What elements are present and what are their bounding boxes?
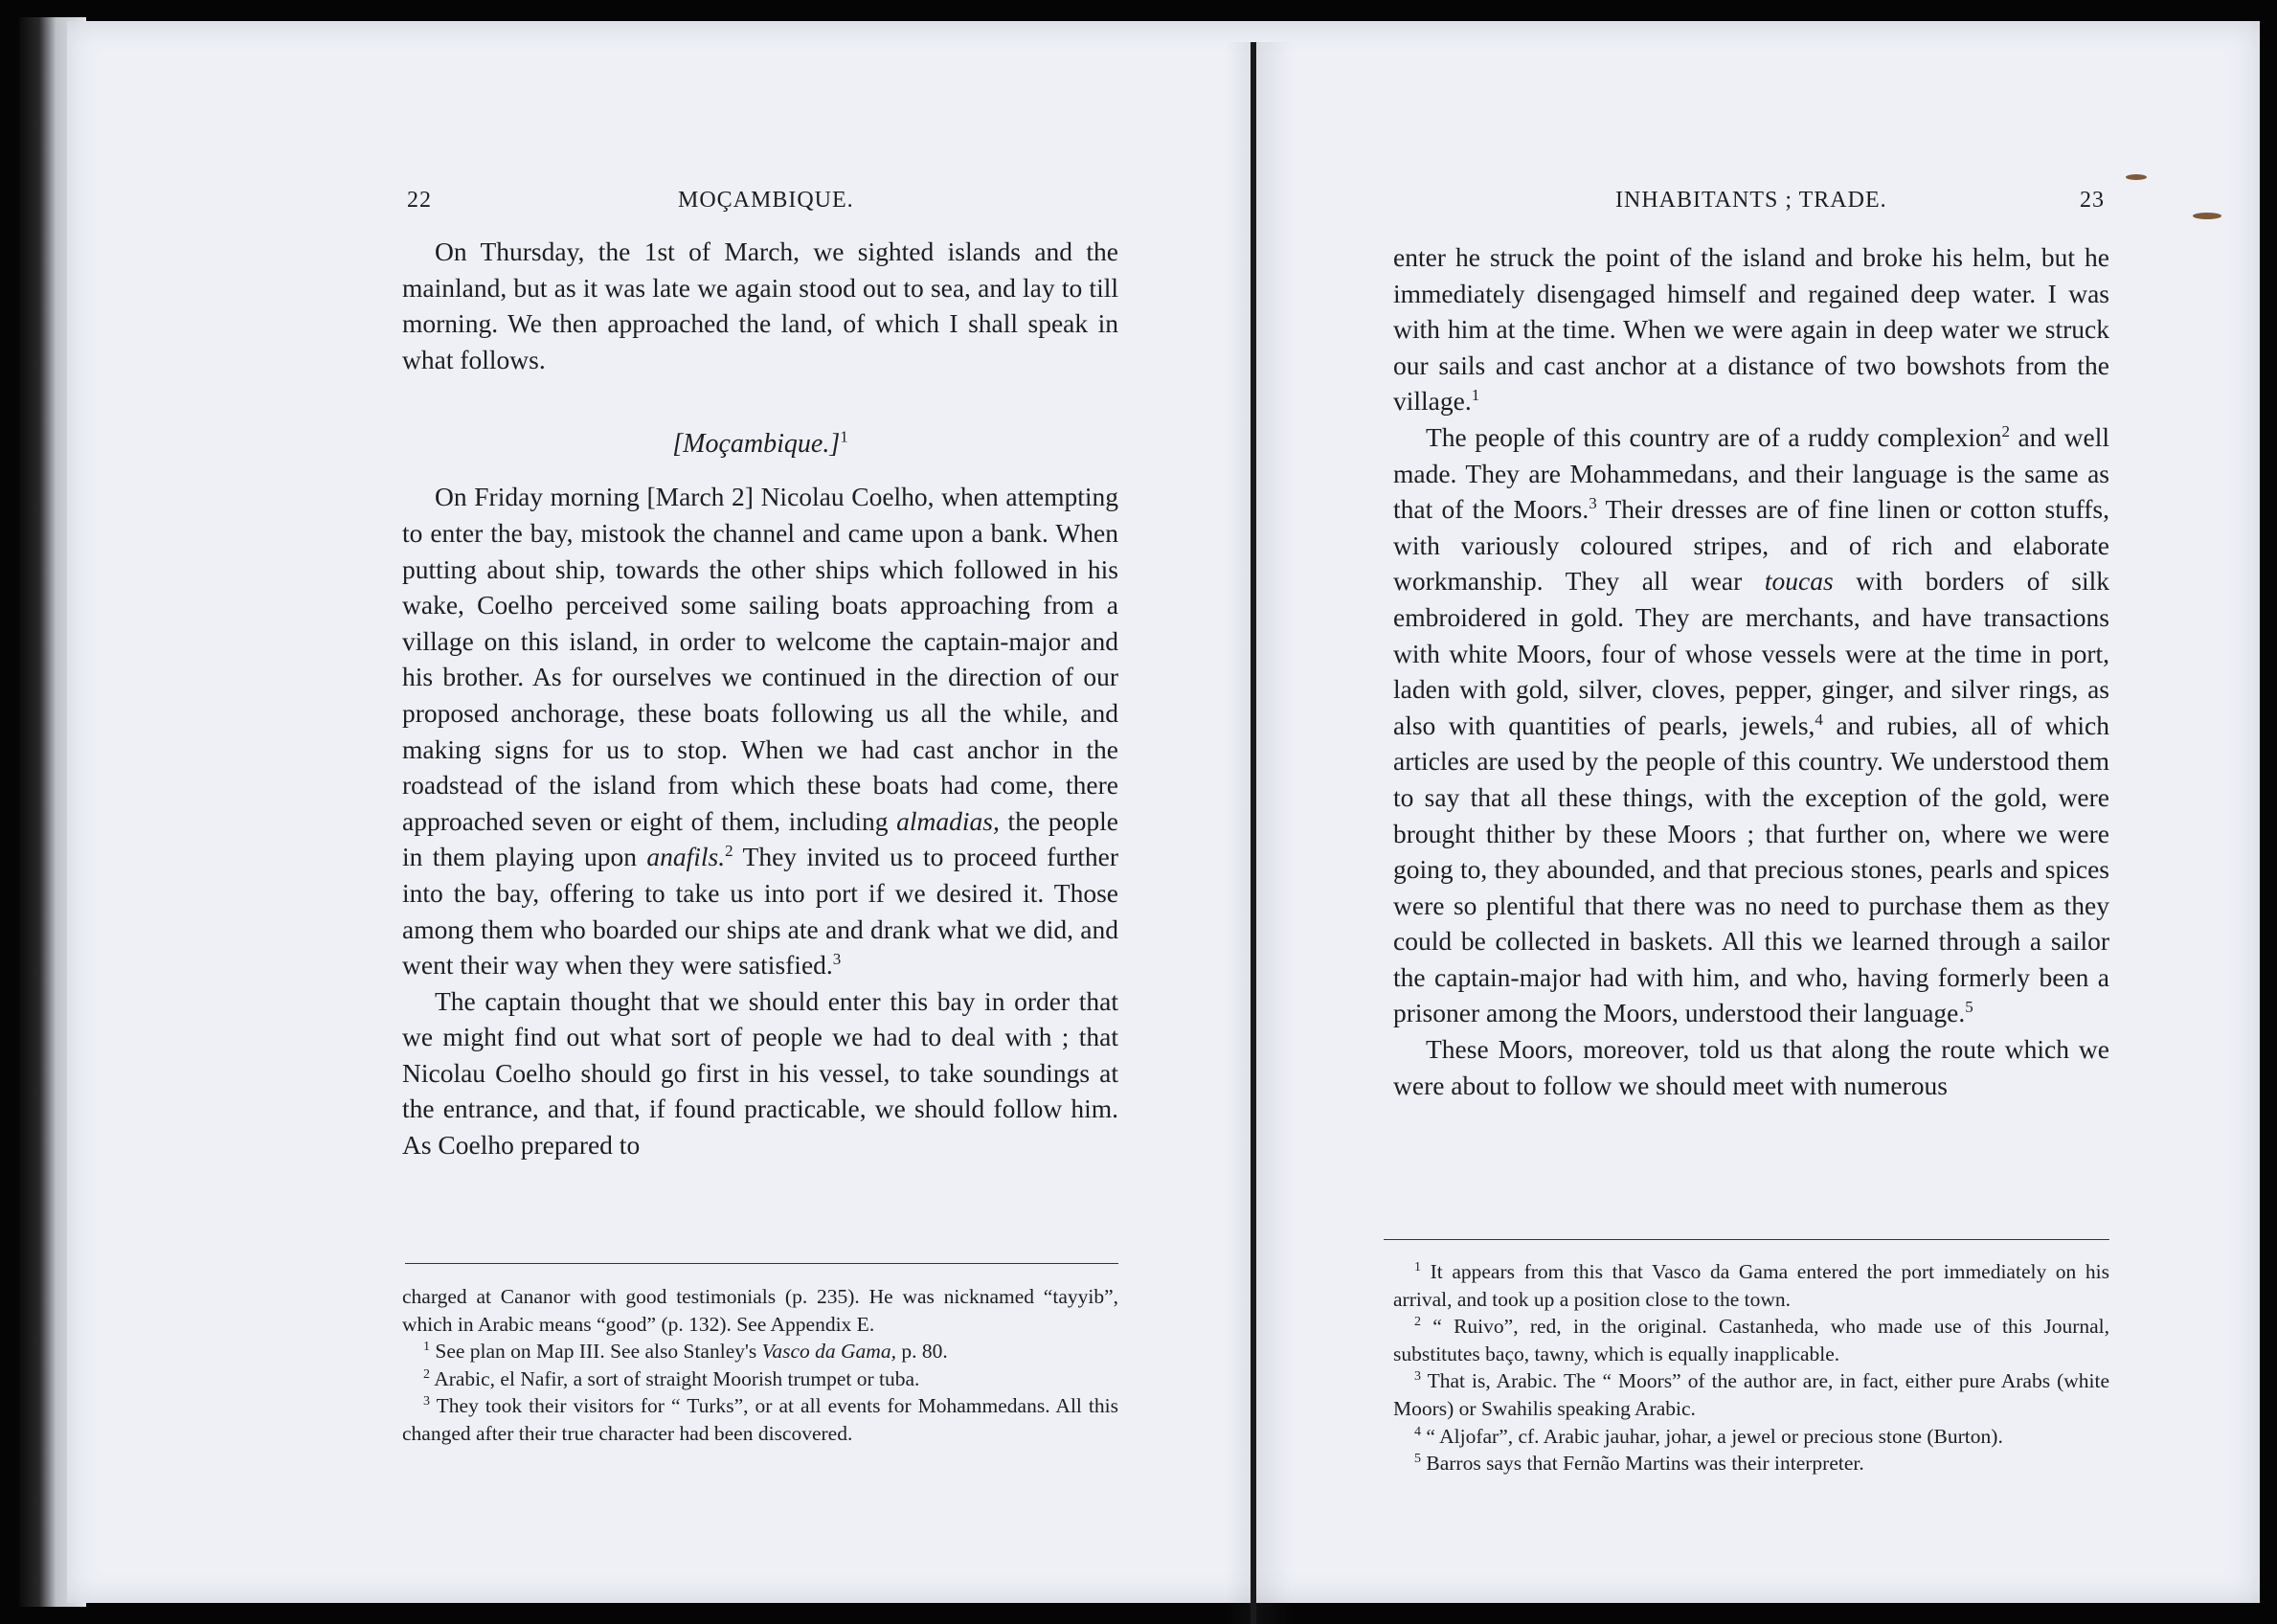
footnote-number: 3 [1414, 1369, 1421, 1385]
right-running-head [1393, 188, 2109, 220]
footnote-number: 2 [1414, 1315, 1421, 1330]
paragraph [1393, 1031, 2109, 1103]
right-page-number: 23 [2080, 188, 2105, 213]
section-heading [402, 427, 1118, 462]
italic-text: almadias, [896, 805, 1000, 836]
footnote-number: 1 [1414, 1259, 1421, 1274]
text-run: the people in them playing upon [402, 805, 1118, 872]
footnote-reference: 1 [1471, 386, 1480, 405]
paper-stain [2126, 174, 2147, 180]
footnote-reference: 4 [1815, 710, 1823, 729]
text-run: On Thursday, the 1st of March, we sighted islands and the mainland, but as it was late we again stood out to sea, and lay to till morning. We then approached the land, of which I shall speak in what follows. [402, 237, 1118, 374]
text-run: charged at Cananor with good testimonials (p. 235). He was nicknamed “tayyib”, which in Arabic means “good” (p. 132). See Appendix E. [402, 1285, 1118, 1336]
text-run: These Moors, moreover, told us that along the route which we were about to follow we should meet with numerous [1393, 1034, 2109, 1100]
footnote [1393, 1367, 2109, 1422]
footnote-reference: 3 [1589, 494, 1597, 512]
page-spread [67, 21, 2260, 1603]
left-body-text [402, 234, 1118, 1163]
text-run: The people of this country are of a ruddy complexion [1426, 421, 2002, 452]
paper-stain [2193, 213, 2221, 219]
footnote-reference: 5 [1965, 998, 1973, 1017]
book-gutter [1251, 42, 1256, 1624]
paragraph [402, 983, 1118, 1163]
footnote [1393, 1258, 2109, 1313]
paragraph [402, 479, 1118, 982]
left-running-title: MOÇAMBIQUE. [678, 188, 854, 213]
italic-text: toucas [1764, 566, 1834, 597]
right-body-text [1393, 239, 2109, 1103]
footnote-number: 3 [423, 1394, 430, 1410]
text-run: That is, Arabic. The “ Moors” of the author are, in fact, either pure Arabs (white Moors) or Swahilis speaking Arabic. [1393, 1369, 2109, 1420]
text-run: The captain thought that we should enter this bay in order that we might find out what sort of people we had to deal with ; that Nicolau Coelho should go first in his vessel, to take soundings at the entrance, and that, if found practicable, we should follow him. As Coelho prepared to [402, 985, 1118, 1161]
left-footnote-rule [405, 1263, 1118, 1264]
text-run: enter he struck the point of the island and broke his helm, but he immediately disengaged himself and regained deep water. I was with him at the time. When we were again in deep water we struck our sails and cast anchor at a distance of two bowshots from the village. [1393, 242, 2109, 417]
text-run: and rubies, all of which articles are used by the people of this country. We understood them to say that all these things, with the exception of the gold, were brought thither by these Moors ; that further on, where we were going to, they abounded, and that precious stones, pearls and spices were so plentiful that there was no need to purchase them as they could be collected in baskets. All this we learned through a sailor the captain-major had with him, and who, having formerly been a prisoner among the Moors, understood their language. [1393, 710, 2110, 1028]
right-footnote-rule [1384, 1239, 2109, 1240]
text-run: Their dresses are of fine linen or cotton stuffs, with variously coloured stripes, and of rich and elaborate workmanship. They all wear [1393, 494, 2109, 597]
paragraph [402, 234, 1118, 377]
footnote [402, 1338, 1118, 1365]
section-heading-text: [Moçambique.] [672, 429, 841, 460]
text-run: with borders of silk embroidered in gold. They are merchants, and have transactions with white Moors, four of whose vessels were at the time in port, laden with gold, silver, cloves, pepper, ginger, and silver rings, as also with quantities of pearls, jewels, [1393, 566, 2109, 740]
italic-text: Vasco da Gama, [761, 1340, 896, 1364]
right-running-title: INHABITANTS ; TRADE. [1615, 188, 1887, 213]
text-run: Arabic, el Nafir, a sort of straight Moorish trumpet or tuba. [430, 1366, 920, 1390]
text-run: They took their visitors for “ Turks”, or at all events for Mohammedans. All this changed after their true character had been discovered. [402, 1394, 1118, 1445]
left-paragraphs-intro [402, 234, 1118, 377]
left-running-head [402, 188, 1118, 220]
footnote-reference: 2 [725, 842, 733, 861]
gutter-shadow [1226, 42, 1293, 1624]
text-run: and well made. They are Mohammedans, and their language is the same as that of the Moors. [1393, 421, 2109, 525]
footnote [402, 1392, 1118, 1447]
right-footnotes [1393, 1258, 2109, 1477]
text-run: See plan on Map III. See also Stanley's [430, 1340, 762, 1364]
footnote [1393, 1313, 2109, 1367]
paragraph [1393, 239, 2109, 419]
footnote-number: 5 [1414, 1452, 1421, 1466]
left-paragraphs-main [402, 479, 1118, 1162]
text-run: p. 80. [895, 1340, 948, 1364]
text-run: They invited us to proceed further into the bay, offering to take us into port if we desired it. Those among them who boarded our ships ate and drank what we did, and went their way when they were satisfied. [402, 842, 1118, 981]
footnote-number: 4 [1414, 1424, 1421, 1439]
left-page-number: 22 [407, 188, 432, 213]
italic-text: anafils. [646, 842, 726, 872]
footnote [1393, 1450, 2109, 1477]
text-run: It appears from this that Vasco da Gama entered the port immediately on his arrival, and took up a position close to the town. [1393, 1260, 2109, 1311]
paragraph [1393, 419, 2109, 1031]
footnote-number: 1 [423, 1340, 430, 1355]
text-run: “ Aljofar”, cf. Arabic jauhar, johar, a jewel or precious stone (Burton). [1421, 1424, 2003, 1448]
footnote-reference: 2 [2001, 421, 2011, 440]
text-run: “ Ruivo”, red, in the original. Castanheda, who made use of this Journal, substitutes baço, tawny, which is equally inapplicable. [1393, 1315, 2109, 1365]
section-heading-note: 1 [840, 428, 848, 447]
footnote [402, 1283, 1118, 1338]
footnote [402, 1365, 1118, 1393]
text-run: Barros says that Fernão Martins was their interpreter. [1421, 1452, 1864, 1476]
left-footnotes [402, 1283, 1118, 1448]
footnote [1393, 1423, 2109, 1451]
footnote-reference: 3 [832, 949, 842, 968]
text-run: On Friday morning [March 2] Nicolau Coelho, when attempting to enter the bay, mistook the channel and came upon a bank. When putting about ship, towards the other ships which followed in his wake, Coelho perceived some sailing boats approaching from a village on this island, in order to welcome the captain-major and his brother. As for ourselves we continued in the direction of our proposed anchorage, these boats following us all the while, and making signs for us to stop. When we had cast anchor in the roadstead of the island from which these boats had come, there approached seven or eight of them, including [402, 482, 1118, 836]
footnote-number: 2 [423, 1366, 430, 1382]
